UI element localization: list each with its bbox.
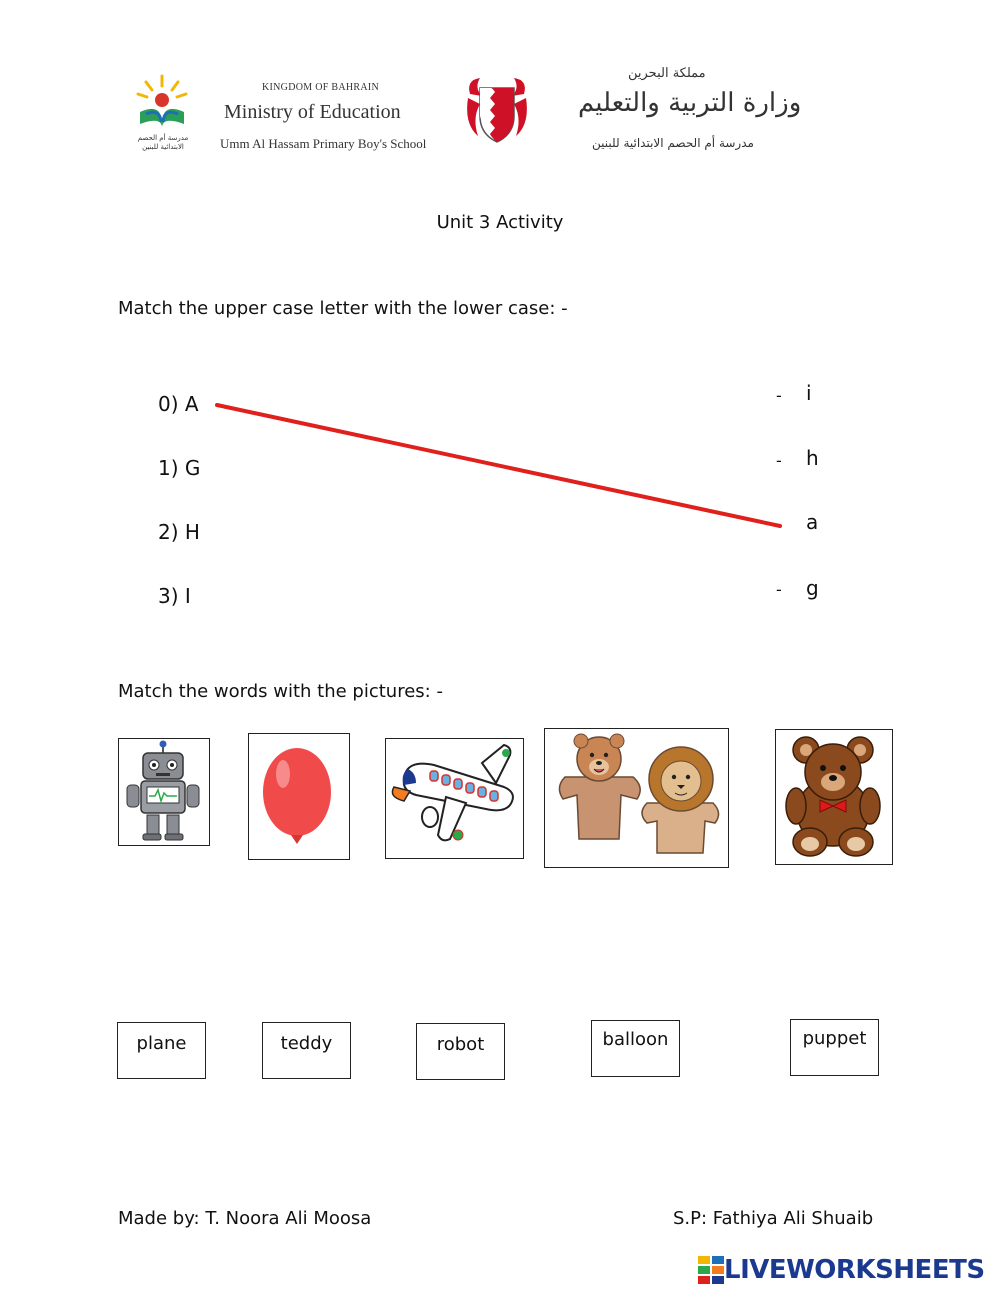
upper-letter-item[interactable]: 2) H bbox=[158, 520, 200, 544]
school-name: Umm Al Hassam Primary Boy's School bbox=[220, 136, 427, 151]
match-line-example bbox=[217, 405, 780, 526]
kingdom-label: KINGDOM OF BAHRAIN bbox=[262, 82, 380, 93]
match-dash: - bbox=[776, 386, 782, 405]
balloon-picture[interactable] bbox=[248, 733, 350, 860]
upper-letter-item[interactable]: 3) I bbox=[158, 584, 191, 608]
robot-icon bbox=[119, 739, 208, 844]
word-box-robot[interactable]: robot bbox=[416, 1023, 505, 1080]
ministry-label: Ministry of Education bbox=[224, 101, 401, 123]
lower-letter-item[interactable]: g bbox=[806, 576, 819, 600]
plane-icon bbox=[386, 739, 522, 857]
upper-letter-item[interactable]: 0) A bbox=[158, 392, 199, 416]
word-box-balloon[interactable]: balloon bbox=[591, 1020, 680, 1077]
balloon-icon bbox=[249, 734, 348, 858]
puppet-icon bbox=[545, 729, 727, 866]
letter-match-instruction: Match the upper case letter with the lower case: - bbox=[118, 298, 568, 319]
teddy-icon bbox=[776, 730, 891, 863]
word-box-plane[interactable]: plane bbox=[117, 1022, 206, 1079]
picture-match-instruction: Match the words with the pictures: - bbox=[118, 681, 443, 702]
lower-letter-item[interactable]: h bbox=[806, 446, 819, 470]
page-title: Unit 3 Activity bbox=[436, 212, 564, 233]
upper-letter-item[interactable]: 1) G bbox=[158, 456, 201, 480]
match-dash: - bbox=[776, 580, 782, 599]
word-box-puppet[interactable]: puppet bbox=[790, 1019, 879, 1076]
made-by-credit: Made by: T. Noora Ali Moosa bbox=[118, 1208, 372, 1229]
robot-picture[interactable] bbox=[118, 738, 210, 846]
arabic-ministry-label: وزارة التربية والتعليم bbox=[578, 88, 802, 118]
liveworksheets-brand: LIVEWORKSHEETS bbox=[724, 1255, 985, 1285]
match-dash: - bbox=[776, 451, 782, 470]
teddy-picture[interactable] bbox=[775, 729, 893, 865]
arabic-school-name: مدرسة أم الحصم الابتدائية للبنين bbox=[592, 136, 754, 150]
lower-letter-item[interactable]: i bbox=[806, 381, 812, 405]
supervisor-credit: S.P: Fathiya Ali Shuaib bbox=[673, 1208, 874, 1229]
lower-letter-item[interactable]: a bbox=[806, 510, 819, 534]
arabic-kingdom-label: مملكة البحرين bbox=[628, 66, 706, 81]
liveworksheets-logo[interactable] bbox=[698, 1255, 985, 1285]
word-box-teddy[interactable]: teddy bbox=[262, 1022, 351, 1079]
plane-picture[interactable] bbox=[385, 738, 524, 859]
liveworksheets-icon bbox=[698, 1256, 724, 1284]
school-logo-caption: مدرسة أم الحصم الابتدائية للبنين bbox=[137, 134, 189, 151]
puppet-picture[interactable] bbox=[544, 728, 729, 868]
